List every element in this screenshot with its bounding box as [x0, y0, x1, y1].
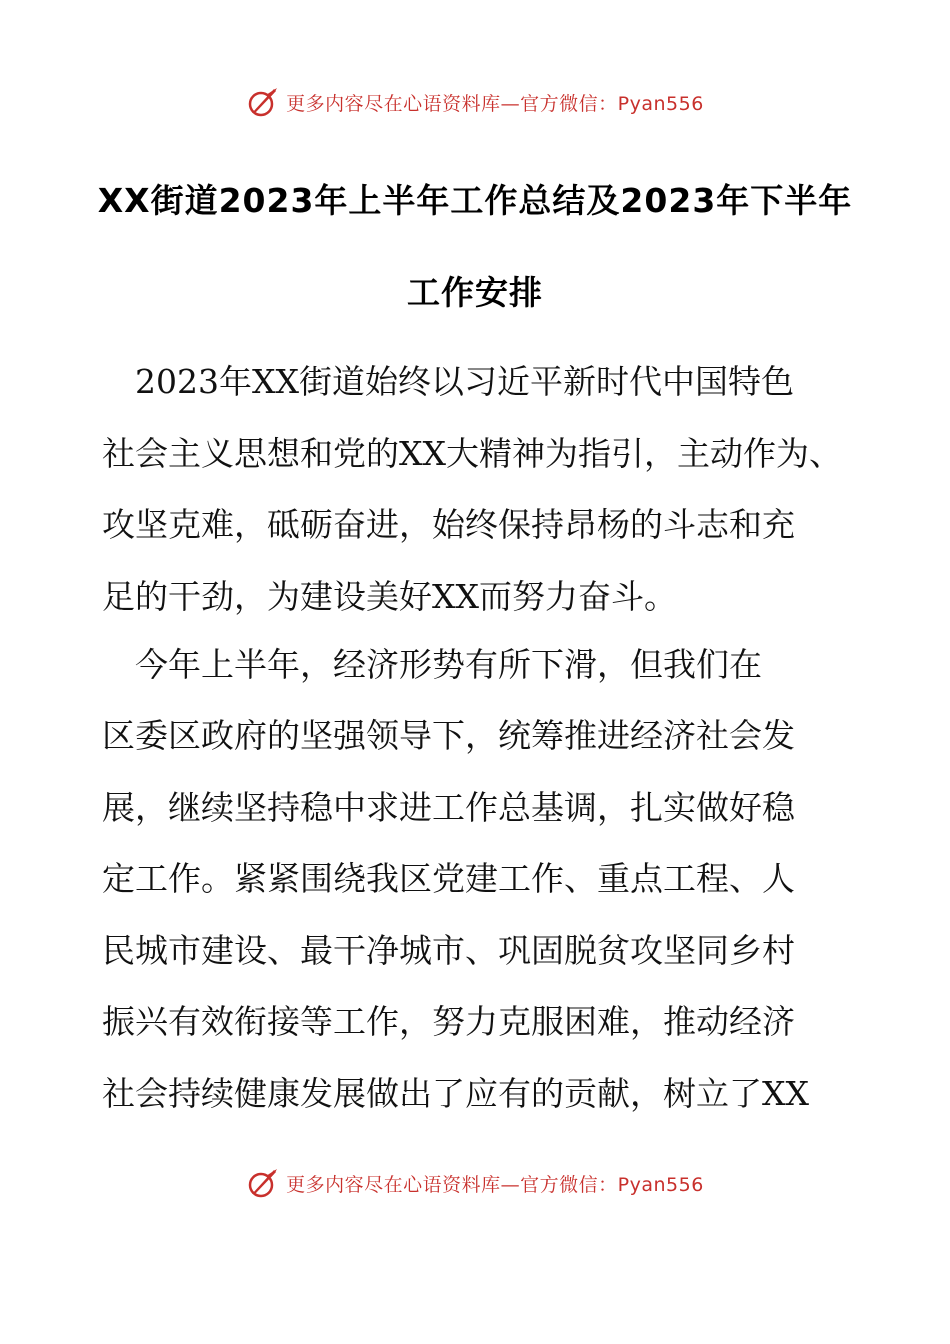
watermark-header [0, 82, 950, 122]
document-title-line-1: XX街道2023年上半年工作总结及2023年下半年 [97, 181, 853, 220]
body-line: 民城市建设、最干净城市、巩固脱贫攻坚同乡村 [102, 931, 795, 970]
watermark-label: 更多内容尽在心语资料库—官方微信： [286, 1173, 618, 1196]
watermark-wechat-id: Pyan556 [617, 1173, 704, 1196]
watermark-wechat-id: Pyan556 [617, 92, 704, 115]
watermark-text [286, 89, 704, 116]
watermark-label: 更多内容尽在心语资料库—官方微信： [286, 92, 618, 115]
body-line: 攻坚克难，砥砺奋进，始终保持昂杨的斗志和充 [102, 505, 795, 544]
watermark-footer [0, 1163, 950, 1203]
body-line: 社会持续健康发展做出了应有的贡献，树立了XX [102, 1074, 809, 1113]
quill-logo-icon [246, 85, 280, 119]
body-line: 今年上半年，经济形势有所下滑，但我们在 [102, 645, 762, 684]
watermark-text [286, 1170, 704, 1197]
body-line: 足的干劲，为建设美好XX而努力奋斗。 [102, 577, 677, 616]
body-line: 定工作。紧紧围绕我区党建工作、重点工程、人 [102, 859, 795, 898]
body-line: 社会主义思想和党的XX大精神为指引，主动作为、 [102, 434, 842, 473]
body-line: 展，继续坚持稳中求进工作总基调，扎实做好稳 [102, 788, 795, 827]
body-line: 区委区政府的坚强领导下，统筹推进经济社会发 [102, 716, 795, 755]
body-line: 振兴有效衔接等工作，努力克服困难，推动经济 [102, 1002, 795, 1041]
document-title-line-2: 工作安排 [407, 273, 543, 312]
quill-logo-icon [246, 1166, 280, 1200]
body-line: 2023年XX街道始终以习近平新时代中国特色 [102, 362, 794, 401]
